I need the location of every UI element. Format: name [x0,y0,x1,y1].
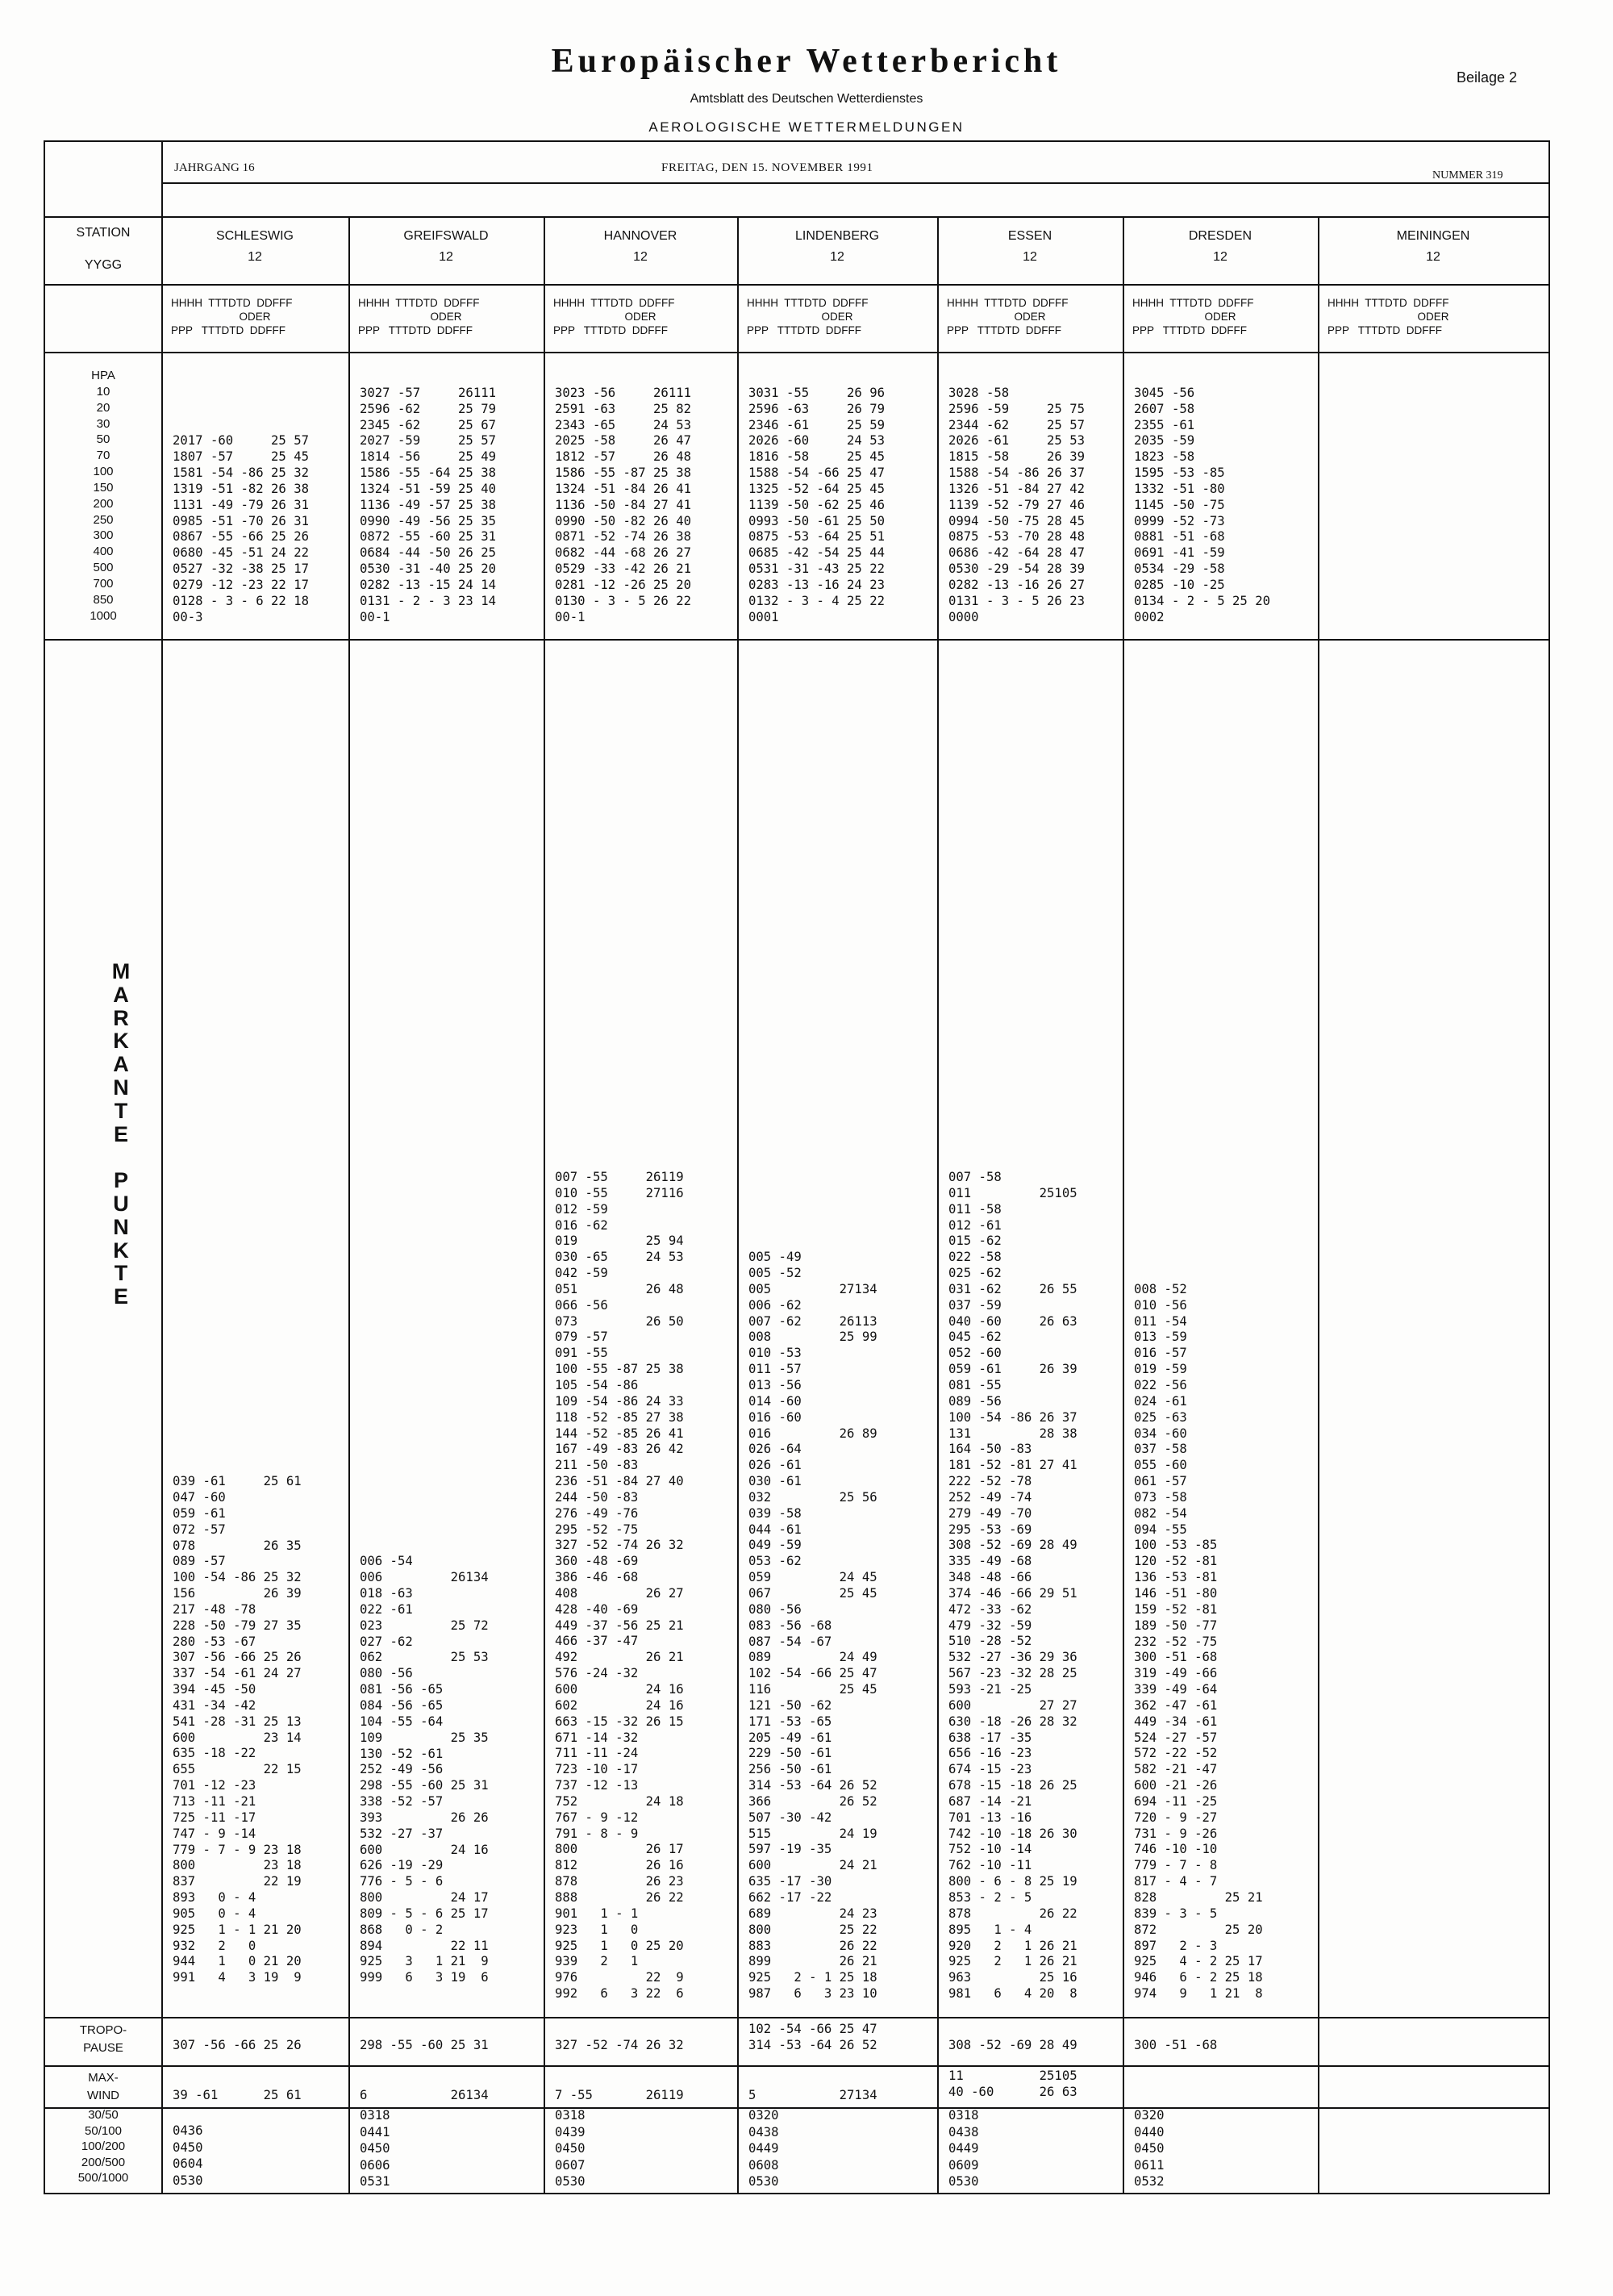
station-name: SCHLESWIG [215,229,294,243]
column-header-oder: ODER [1417,311,1449,323]
column-divider [1123,216,1124,2194]
station-name: MEININGEN [1396,229,1470,243]
maxwind-label: MAX- WIND [87,2071,119,2102]
row-divider [44,2065,1548,2067]
date-label: FREITAG, DEN 15. NOVEMBER 1991 [661,161,873,174]
tropopause-data: 102 -54 -66 25 47 314 -53 -64 26 52 [748,2022,877,2052]
shear-data: 0318 0438 0449 0609 0530 [948,2108,979,2189]
station-yygg: 12 [1023,250,1037,264]
document-section-title: AEROLOGISCHE WETTERMELDUNGEN [648,119,965,135]
markante-punkte-label: M A R K A N T E P U N K T E [111,959,131,1309]
shear-data: 0320 0438 0449 0608 0530 [748,2108,779,2189]
column-header-top: HHHH TTTDTD DDFFF [747,297,869,309]
significant-points-data: 007 -55 26119 010 -55 27116 012 -59 016 -62 019 25 94 030 -65 24 53 042 -59 051 26 48 066 -56 073 26 50 079 -57 091 -55 100 -55 -87 25 38 105 -54 -86 109 -54 -86 24 33 118 -52 -85 27 38 144 -52 -85 26 41 167 -49 -83 26 42 211 -50 -83 236 -51 -84 27 40 244 -50 -83 276 -49 -76 295 -52 -75 327 -52 -74 26 32 360 -48 -69 386 -46 -68 408 26 27 428 -40 -69 449 -37 -56 25 21 466 -37 -47 492 26 21 576 -24 -32 600 24 16 602 24 16 663 -15 -32 26 15 671 -14 -32 711 -11 -24 723 -10 -17 737 -12 -13 752 24 18 767 - 9 -12 791 - 8 - 9 800 26 17 812 26 16 878 26 23 888 26 22 901 1 - 1 923 1 0 925 1 0 25 20 939 2 1 976 22 9 992 6 3 22 6 [555,1170,684,2002]
tropopause-label: TROPO- PAUSE [79,2023,127,2055]
column-header-top: HHHH TTTDTD DDFFF [171,297,293,309]
maxwind-data: 5 27134 [748,2088,877,2102]
column-header-top: HHHH TTTDTD DDFFF [1132,297,1254,309]
column-header-oder: ODER [1204,311,1236,323]
station-yygg: 12 [248,250,262,264]
column-header-oder: ODER [1014,311,1046,323]
standard-levels-data: 3031 -55 26 96 2596 -63 26 79 2346 -61 25 59 2026 -60 24 53 1816 -58 25 45 1588 -54 -66 25 47 1325 -52 -64 25 45 1139 -50 -62 25 46 0993 -50 -61 25 50 0875 -53 -64 25 51 0685 -42 -54 25 44 0531 -31 -43 25 22 0283 -13 -16 24 23 0132 - 3 - 4 25 22 0001 [748,385,885,624]
column-header-oder: ODER [821,311,853,323]
hpa-levels: HPA 10 20 30 50 70 100 150 200 250 300 400 500 700 850 1000 [90,369,117,623]
maxwind-data: 39 -61 25 61 [173,2088,302,2102]
station-yygg: 12 [633,250,648,264]
standard-levels-data: 2017 -60 25 57 1807 -57 25 45 1581 -54 -86 25 32 1319 -51 -82 26 38 1131 -49 -79 26 31 0985 -51 -70 26 31 0867 -55 -66 25 26 0680 -45 -51 24 22 0527 -32 -38 25 17 0279 -12 -23 22 17 0128 - 3 - 6 22 18 00-3 [173,433,309,624]
station-name: GREIFSWALD [403,229,489,243]
shear-data: 0436 0450 0604 0530 [173,2123,203,2188]
document-subtitle: Amtsblatt des Deutschen Wetterdienstes [690,92,923,106]
row-divider [44,352,1548,353]
tropopause-data: 308 -52 -69 28 49 [948,2038,1077,2052]
significant-points-data: 005 -49 005 -52 005 27134 006 -62 007 -62 26113 008 25 99 010 -53 011 -57 013 -56 014 -60 016 -60 016 26 89 026 -64 026 -61 030 -61 032 25 56 039 -58 044 -61 049 -59 053 -62 059 24 45 067 25 45 080 -56 083 -56 -68 087 -54 -67 089 24 49 102 -54 -66 25 47 116 25 45 121 -50 -62 171 -53 -65 205 -49 -61 229 -50 -61 256 -50 -61 314 -53 -64 26 52 366 26 52 507 -30 -42 515 24 19 597 -19 -35 600 24 21 635 -17 -30 662 -17 -22 689 24 23 800 25 22 883 26 22 899 26 21 925 2 - 1 25 18 987 6 3 23 10 [748,1250,877,2002]
row-divider [44,2107,1548,2109]
column-header-bottom: PPP TTTDTD DDFFF [947,324,1062,336]
significant-points-data: 008 -52 010 -56 011 -54 013 -59 016 -57 019 -59 022 -56 024 -61 025 -63 034 -60 037 -58 055 -60 061 -57 073 -58 082 -54 094 -55 100 -53 -85 120 -52 -81 136 -53 -81 146 -51 -80 159 -52 -81 189 -50 -77 232 -52 -75 300 -51 -68 319 -49 -66 339 -49 -64 362 -47 -61 449 -34 -61 524 -27 -57 572 -22 -52 582 -21 -47 600 -21 -26 694 -11 -25 720 - 9 -27 731 - 9 -26 746 -10 -10 779 - 7 - 8 817 - 4 - 7 828 25 21 839 - 3 - 5 872 25 20 897 2 - 3 925 4 - 2 25 17 946 6 - 2 25 18 974 9 1 21 8 [1134,1281,1263,2002]
column-divider [937,216,939,2194]
tropopause-data: 300 -51 -68 [1134,2038,1218,2052]
row-divider [44,216,1548,218]
column-header-bottom: PPP TTTDTD DDFFF [553,324,669,336]
tropopause-data: 298 -55 -60 25 31 [360,2038,489,2052]
station-label: STATION [76,226,131,240]
column-header-top: HHHH TTTDTD DDFFF [553,297,675,309]
maxwind-data: 6 26134 [360,2088,489,2102]
station-name: ESSEN [1007,229,1052,243]
shear-data: 0318 0441 0450 0606 0531 [360,2108,390,2189]
tropopause-data: 327 -52 -74 26 32 [555,2038,684,2052]
station-name: DRESDEN [1188,229,1252,243]
standard-levels-data: 3027 -57 26111 2596 -62 25 79 2345 -62 25 67 2027 -59 25 57 1814 -56 25 49 1586 -55 -64 25 38 1324 -51 -59 25 40 1136 -49 -57 25 38 0990 -49 -56 25 35 0872 -55 -60 25 31 0684 -44 -50 26 25 0530 -31 -40 25 20 0282 -13 -15 24 14 0131 - 2 - 3 23 14 00-1 [360,385,496,624]
standard-levels-data: 3028 -58 2596 -59 25 75 2344 -62 25 57 2026 -61 25 53 1815 -58 26 39 1588 -54 -86 26 37 1326 -51 -84 27 42 1139 -52 -79 27 46 0994 -50 -75 28 45 0875 -53 -70 28 48 0686 -42 -64 28 47 0530 -29 -54 28 39 0282 -13 -16 26 27 0131 - 3 - 5 26 23 0000 [948,385,1085,624]
station-yygg: 12 [1426,250,1440,264]
station-yygg: 12 [830,250,844,264]
maxwind-data: 7 -55 26119 [555,2088,684,2102]
column-header-oder: ODER [239,311,271,323]
significant-points-data: 007 -58 011 25105 011 -58 012 -61 015 -62 022 -58 025 -62 031 -62 26 55 037 -59 040 -60 26 63 045 -62 052 -60 059 -61 26 39 081 -55 089 -56 100 -54 -86 26 37 131 28 38 164 -50 -83 181 -52 -81 27 41 222 -52 -78 252 -49 -74 279 -49 -70 295 -53 -69 308 -52 -69 28 49 335 -49 -68 348 -48 -66 374 -46 -66 29 51 472 -33 -62 479 -32 -59 510 -28 -52 532 -27 -36 29 36 567 -23 -32 28 25 593 -21 -25 600 27 27 630 -18 -26 28 32 638 -17 -35 656 -16 -23 674 -15 -23 678 -15 -18 26 25 687 -14 -21 701 -13 -16 742 -10 -18 26 30 752 -10 -14 762 -10 -11 800 - 6 - 8 25 19 853 - 2 - 5 878 26 22 895 1 - 4 920 2 1 26 21 925 2 1 26 21 963 25 16 981 6 4 20 8 [948,1170,1077,2002]
document-title: Europäischer Wetterbericht [551,43,1062,80]
tropopause-data: 307 -56 -66 25 26 [173,2038,302,2052]
supplement-label: Beilage 2 [1457,69,1518,86]
column-divider [1318,216,1319,2194]
column-header-bottom: PPP TTTDTD DDFFF [171,324,286,336]
column-header-top: HHHH TTTDTD DDFFF [1327,297,1449,309]
row-divider [44,284,1548,286]
column-header-top: HHHH TTTDTD DDFFF [947,297,1069,309]
column-divider [544,216,545,2194]
yygg-label: YYGG [84,258,123,272]
standard-levels-data: 3023 -56 26111 2591 -63 25 82 2343 -65 24 53 2025 -58 26 47 1812 -57 26 48 1586 -55 -87 25 38 1324 -51 -84 26 41 1136 -50 -84 27 41 0990 -50 -82 26 40 0871 -52 -74 26 38 0682 -44 -68 26 27 0529 -33 -42 26 21 0281 -12 -26 25 20 0130 - 3 - 5 26 22 00-1 [555,385,691,624]
station-name: HANNOVER [603,229,677,243]
row-divider [44,2017,1548,2018]
station-name: LINDENBERG [794,229,880,243]
shear-data: 0320 0440 0450 0611 0532 [1134,2108,1165,2189]
shear-layers-label: 30/50 50/100 100/200 200/500 500/1000 [77,2108,129,2185]
column-header-bottom: PPP TTTDTD DDFFF [747,324,862,336]
column-header-bottom: PPP TTTDTD DDFFF [1132,324,1248,336]
column-divider [161,140,163,2194]
significant-points-data: 039 -61 25 61 047 -60 059 -61 072 -57 078 26 35 089 -57 100 -54 -86 25 32 156 26 39 217 -48 -78 228 -50 -79 27 35 280 -53 -67 307 -56 -66 25 26 337 -54 -61 24 27 394 -45 -50 431 -34 -42 541 -28 -31 25 13 600 23 14 635 -18 -22 655 22 15 701 -12 -23 713 -11 -21 725 -11 -17 747 - 9 -14 779 - 7 - 9 23 18 800 23 18 837 22 19 893 0 - 4 905 0 - 4 925 1 - 1 21 20 932 2 0 944 1 0 21 20 991 4 3 19 9 [173,1474,302,1985]
maxwind-data: 11 25105 40 -60 26 63 [948,2068,1077,2099]
column-header-oder: ODER [624,311,656,323]
station-yygg: 12 [1213,250,1227,264]
row-divider [161,182,1548,184]
column-divider [348,216,350,2194]
row-divider [44,639,1548,641]
column-header-bottom: PPP TTTDTD DDFFF [358,324,473,336]
volume-label: JAHRGANG 16 [174,161,255,174]
significant-points-data: 006 -54 006 26134 018 -63 022 -61 023 25 72 027 -62 062 25 53 080 -56 081 -56 -65 084 -56 -65 104 -55 -64 109 25 35 130 -52 -61 252 -49 -56 298 -55 -60 25 31 338 -52 -57 393 26 26 532 -27 -37 600 24 16 626 -19 -29 776 - 5 - 6 800 24 17 809 - 5 - 6 25 17 868 0 - 2 894 22 11 925 3 1 21 9 999 6 3 19 6 [360,1554,489,1985]
issue-number: NUMMER 319 [1432,169,1503,182]
station-yygg: 12 [439,250,453,264]
column-header-top: HHHH TTTDTD DDFFF [358,297,480,309]
column-divider [737,216,739,2194]
shear-data: 0318 0439 0450 0607 0530 [555,2108,586,2189]
standard-levels-data: 3045 -56 2607 -58 2355 -61 2035 -59 1823 -58 1595 -53 -85 1332 -51 -80 1145 -50 -75 0999 -52 -73 0881 -51 -68 0691 -41 -59 0534 -29 -58 0285 -10 -25 0134 - 2 - 5 25 20 0002 [1134,385,1270,624]
column-header-bottom: PPP TTTDTD DDFFF [1327,324,1443,336]
column-header-oder: ODER [430,311,462,323]
